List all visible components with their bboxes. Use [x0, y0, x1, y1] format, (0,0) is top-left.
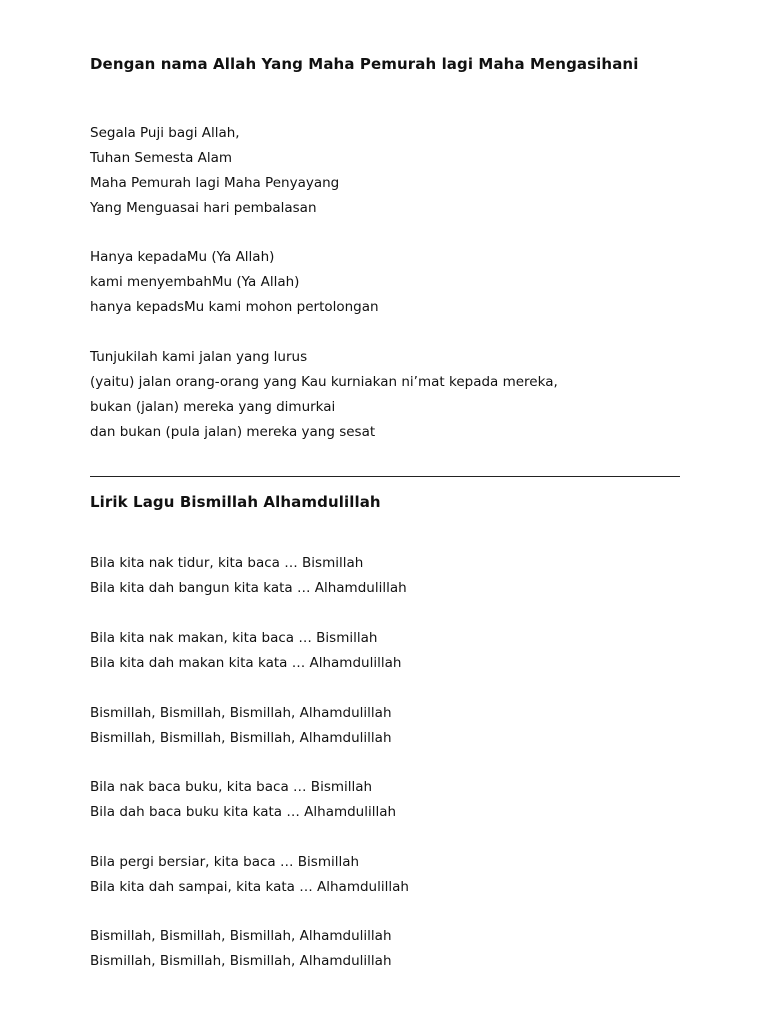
stanza-2 [90, 245, 379, 320]
verse-line: (yaitu) jalan orang-orang yang Kau kurniakan ni’mat kepada mereka, [90, 374, 558, 390]
lyric-stanza-2 [90, 626, 401, 676]
lyric-line: Bismillah, Bismillah, Bismillah, Alhamdulillah [90, 928, 392, 944]
lyric-stanza-4 [90, 850, 409, 900]
stanza-1 [90, 121, 339, 221]
lyric-line: Bila dah baca buku kita kata … Alhamdulillah [90, 804, 397, 820]
verse-line: Yang Menguasai hari pembalasan [90, 200, 317, 216]
verse-line: dan bukan (pula jalan) mereka yang sesat [90, 424, 376, 440]
lyric-line: Bismillah, Bismillah, Bismillah, Alhamdulillah [90, 730, 392, 746]
lyric-line: Bila nak baca buku, kita baca … Bismillah [90, 779, 373, 795]
lyric-stanza-1 [90, 551, 407, 601]
lyric-chorus-2 [90, 924, 392, 974]
verse-line: bukan (jalan) mereka yang dimurkai [90, 399, 336, 415]
section-2-title: Lirik Lagu Bismillah Alhamdulillah [90, 493, 381, 511]
lyric-line: Bila pergi bersiar, kita baca … Bismillah [90, 854, 360, 870]
verse-line: kami menyembahMu (Ya Allah) [90, 274, 300, 290]
section-divider [90, 476, 680, 477]
verse-line: Segala Puji bagi Allah, [90, 125, 240, 141]
lyric-line: Bila kita nak tidur, kita baca … Bismillah [90, 555, 364, 571]
lyric-line: Bismillah, Bismillah, Bismillah, Alhamdulillah [90, 953, 392, 969]
verse-line: Maha Pemurah lagi Maha Penyayang [90, 175, 340, 191]
lyric-chorus-1 [90, 701, 392, 751]
lyric-line: Bila kita dah makan kita kata … Alhamdulillah [90, 655, 402, 671]
verse-line: hanya kepadsMu kami mohon pertolongan [90, 299, 379, 315]
lyric-stanza-3 [90, 775, 396, 825]
stanza-3 [90, 345, 558, 445]
lyric-line: Bila kita nak makan, kita baca … Bismillah [90, 630, 378, 646]
lyric-line: Bismillah, Bismillah, Bismillah, Alhamdulillah [90, 705, 392, 721]
lyric-line: Bila kita dah bangun kita kata … Alhamdulillah [90, 580, 407, 596]
section-1-title: Dengan nama Allah Yang Maha Pemurah lagi Maha Mengasihani [90, 55, 639, 73]
verse-line: Hanya kepadaMu (Ya Allah) [90, 249, 275, 265]
verse-line: Tunjukilah kami jalan yang lurus [90, 349, 308, 365]
verse-line: Tuhan Semesta Alam [90, 150, 233, 166]
lyric-line: Bila kita dah sampai, kita kata … Alhamdulillah [90, 879, 409, 895]
